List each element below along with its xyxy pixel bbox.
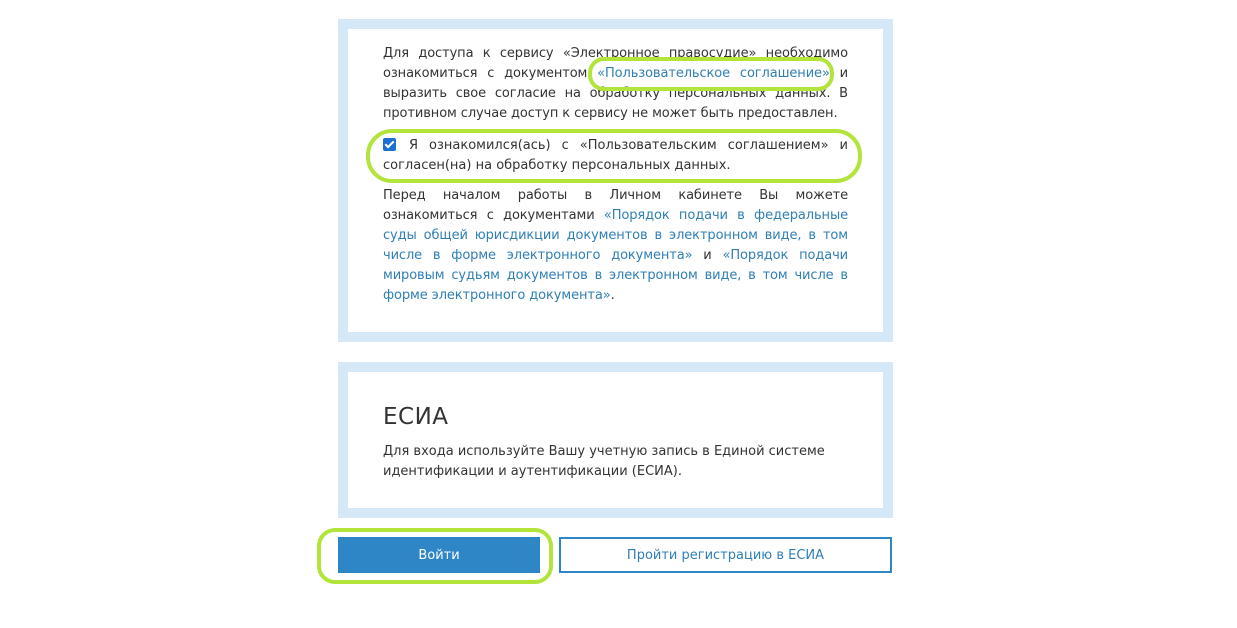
agreement-text-after: и выразить свое согласие на обработку персональных данных. В противном случае доступ к сервису не может быть предоставлен. bbox=[383, 66, 848, 121]
login-button[interactable]: Войти bbox=[338, 537, 540, 573]
docs-text-before: Перед началом работы в Личном кабинете Вы можете ознакомиться с документами bbox=[383, 188, 848, 223]
consent-checkbox[interactable] bbox=[383, 138, 396, 151]
docs-text-between: и bbox=[692, 248, 723, 263]
user-agreement-link[interactable]: «Пользовательское соглашение» bbox=[597, 66, 830, 81]
agreement-text-before: Для доступа к сервису «Электронное правосудие» необходимо ознакомиться с документом bbox=[383, 46, 848, 81]
docs-text-after: . bbox=[610, 288, 615, 303]
consent-label[interactable]: Я ознакомился(ась) с «Пользовательским соглашением» и согласен(на) на обработку персональных данных. bbox=[383, 138, 848, 173]
esia-panel-inner bbox=[348, 372, 883, 508]
agreement-paragraph bbox=[383, 44, 848, 124]
magistrates-procedure-link[interactable]: «Порядок подачи мировым судьям документов в электронном виде, в том числе в форме электронного документа» bbox=[383, 248, 849, 303]
esia-description: Для входа используйте Вашу учетную запись в Единой системе идентификации и аутентификации (ЕСИА). bbox=[383, 444, 825, 479]
federal-courts-procedure-link[interactable]: «Порядок подачи в федеральные суды общей юрисдикции документов в электронном виде, в том числе в форме электронного документа» bbox=[383, 208, 849, 263]
documents-paragraph bbox=[383, 186, 848, 306]
register-esia-button[interactable]: Пройти регистрацию в ЕСИА bbox=[559, 537, 892, 573]
esia-panel bbox=[338, 362, 893, 518]
esia-title: ЕСИА bbox=[383, 404, 449, 430]
